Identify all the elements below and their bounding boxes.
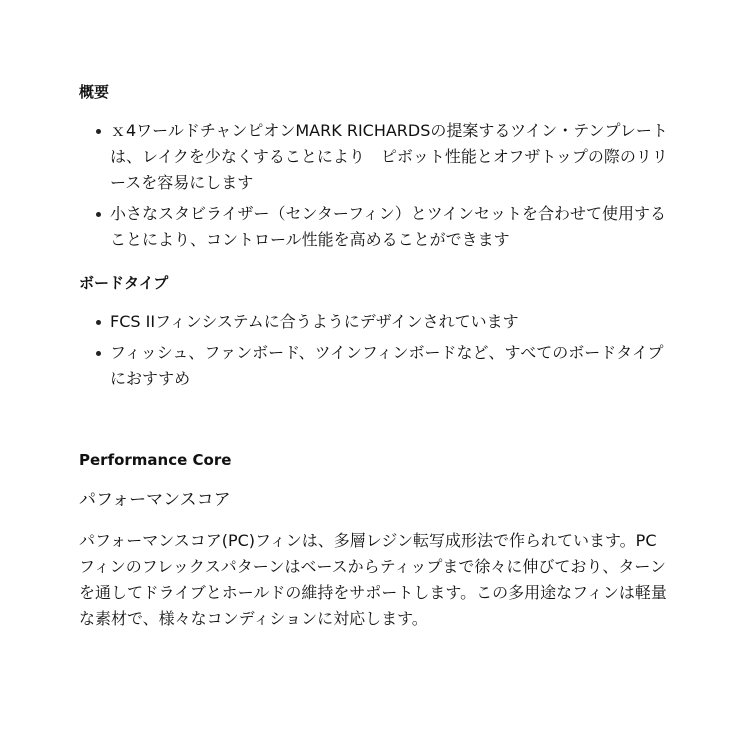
list-item: FCS IIフィンシステムに合うようにデザインされています (79, 309, 670, 335)
board-type-heading: ボードタイプ (79, 274, 169, 292)
performance-core-body: パフォーマンスコア(PC)フィンは、多層レジン転写成形法で作られています。PCフィンのフレックスパターンはベースからティップまで徐々に伸びており、ターンを通してドライブとホールドの維持をサポートします。この多用途なフィンは軽量な素材で、様々なコンディションに対応します。 (79, 531, 667, 628)
board-type-list (79, 309, 690, 392)
list-item: フィッシュ、ファンボード、ツインフィンボードなど、すべてのボードタイプにおすすめ (79, 340, 670, 392)
list-item: ｘ4ワールドチャンピオンMARK RICHARDSの提案するツイン・テンプレートは、レイクを少なくすることにより ピボット性能とオフザトップの際のリリースを容易にします (79, 118, 670, 196)
list-item: 小さなスタビライザー（センターフィン）とツインセットを合わせて使用することにより、コントロール性能を高めることができます (79, 201, 670, 253)
performance-core-heading: Performance Core (79, 451, 232, 469)
overview-list (79, 118, 690, 253)
overview-heading: 概要 (79, 83, 110, 101)
performance-core-subtitle: パフォーマンスコア (79, 490, 231, 510)
